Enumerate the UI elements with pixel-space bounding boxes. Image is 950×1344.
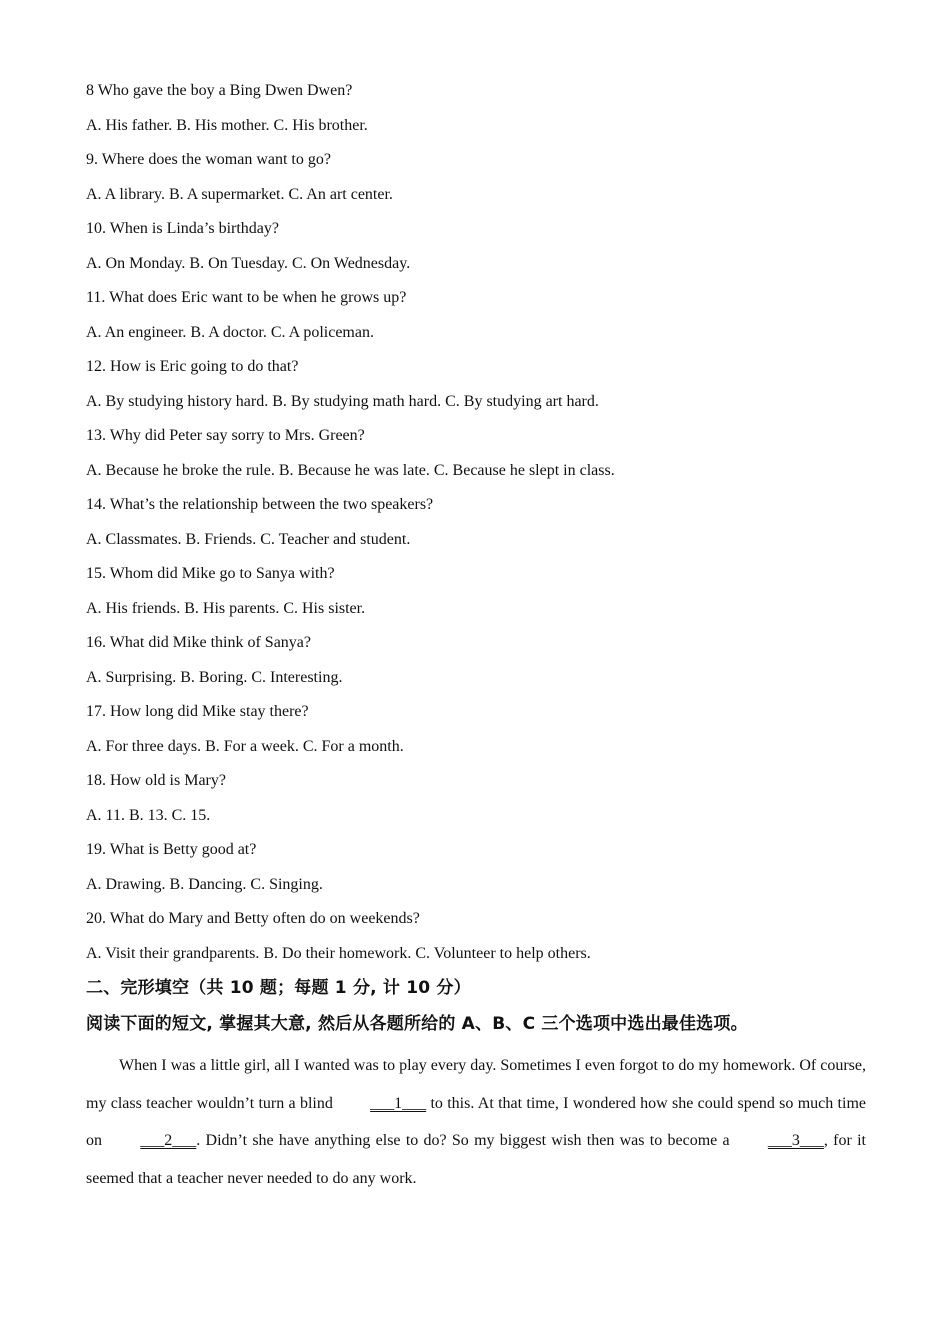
passage-text-1: When I was a little girl, all I wanted was to play every day. Sometimes I even forgot to do my homework. Of course, my class teacher wouldn’t turn a blind bbox=[86, 1057, 866, 1112]
blank-2: ___2___ bbox=[140, 1132, 197, 1149]
options-10: A. On Monday. B. On Tuesday. C. On Wednesday. bbox=[86, 254, 411, 272]
exam-page bbox=[86, 78, 866, 1213]
options-18: A. 11. B. 13. C. 15. bbox=[86, 806, 211, 824]
question-12: 12. How is Eric going to do that? bbox=[86, 358, 299, 375]
question-20: 20. What do Mary and Betty often do on weekends? bbox=[86, 910, 420, 927]
options-19: A. Drawing. B. Dancing. C. Singing. bbox=[86, 875, 323, 893]
options-15: A. His friends. B. His parents. C. His sister. bbox=[86, 599, 366, 617]
question-11: 11. What does Eric want to be when he grows up? bbox=[86, 289, 407, 306]
cloze-passage bbox=[86, 1047, 866, 1197]
question-8: 8 Who gave the boy a Bing Dwen Dwen? bbox=[86, 82, 353, 99]
passage-text-3: . Didn’t she have anything else to do? So my biggest wish then was to become a bbox=[196, 1132, 735, 1149]
section-instruction: 阅读下面的短文, 掌握其大意, 然后从各题所给的 A、B、C 三个选项中选出最佳选项。 bbox=[86, 1014, 748, 1034]
options-20: A. Visit their grandparents. B. Do their homework. C. Volunteer to help others. bbox=[86, 944, 591, 962]
options-8: A. His father. B. His mother. C. His brother. bbox=[86, 116, 368, 134]
listening-questions bbox=[86, 78, 866, 975]
question-10: 10. When is Linda’s birthday? bbox=[86, 220, 279, 237]
question-14: 14. What’s the relationship between the two speakers? bbox=[86, 496, 434, 513]
blank-1: ___1___ bbox=[370, 1094, 427, 1112]
question-15: 15. Whom did Mike go to Sanya with? bbox=[86, 565, 335, 582]
question-13: 13. Why did Peter say sorry to Mrs. Green? bbox=[86, 427, 365, 444]
blank-3: ___3___ bbox=[767, 1132, 824, 1149]
question-17: 17. How long did Mike stay there? bbox=[86, 703, 309, 720]
options-14: A. Classmates. B. Friends. C. Teacher and student. bbox=[86, 530, 411, 548]
section-title: 二、完形填空（共 10 题；每题 1 分, 计 10 分） bbox=[86, 978, 471, 998]
question-16: 16. What did Mike think of Sanya? bbox=[86, 634, 311, 651]
passage-text-2: to this. At that time, I wondered how she could spend so much time on bbox=[86, 1094, 866, 1149]
passage-text-4: , for it seemed that a teacher never needed to do any work. bbox=[86, 1132, 867, 1187]
options-16: A. Surprising. B. Boring. C. Interesting. bbox=[86, 668, 343, 686]
question-9: 9. Where does the woman want to go? bbox=[86, 151, 331, 168]
options-11: A. An engineer. B. A doctor. C. A policeman. bbox=[86, 323, 374, 341]
options-17: A. For three days. B. For a week. C. For a month. bbox=[86, 737, 404, 755]
options-9: A. A library. B. A supermarket. C. An art center. bbox=[86, 185, 393, 203]
question-18: 18. How old is Mary? bbox=[86, 772, 226, 789]
options-13: A. Because he broke the rule. B. Because he was late. C. Because he slept in class. bbox=[86, 461, 615, 479]
question-19: 19. What is Betty good at? bbox=[86, 841, 257, 858]
options-12: A. By studying history hard. B. By studying math hard. C. By studying art hard. bbox=[86, 392, 599, 410]
